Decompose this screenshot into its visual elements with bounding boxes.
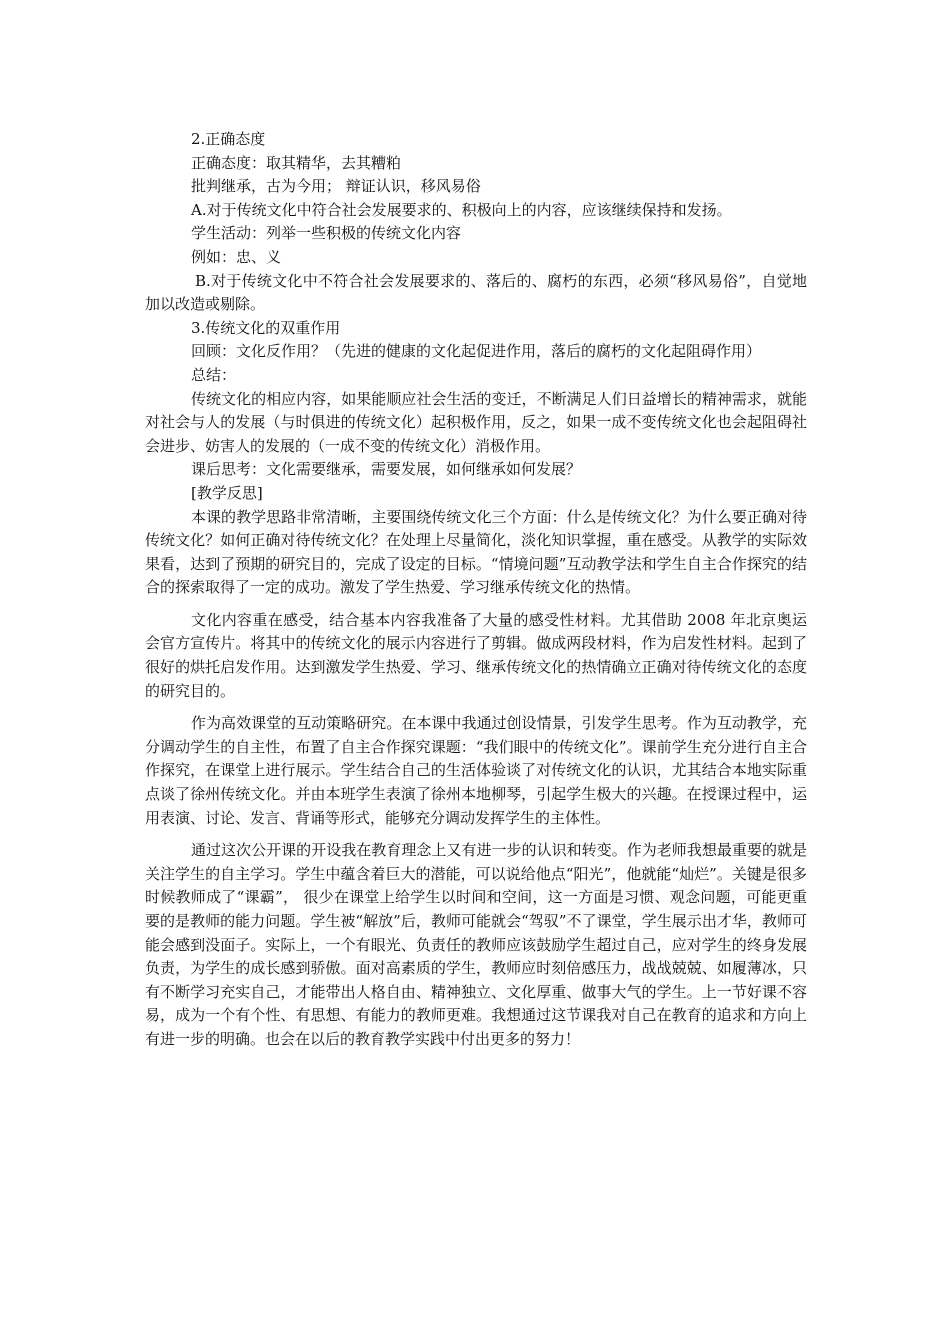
reflection-paragraph: 通过这次公开课的开设我在教育理念上又有进一步的认识和转变。作为老师我想最重要的就是关注学生的自主学习。学生中蕴含着巨大的潜能，可以说给他点“阳光”，他就能“灿烂”。关键是很多时候教师成了“课霸”， 很少在课堂上给学生以时间和空间，这一方面是习惯、观念问题，可能更重要的是教师的能力问题。学生被“解放”后，教师可能就会“驾驭”不了课堂，学生展示出才华，教师可能会感到没面子。实际上，一个有眼光、负责任的教师应该鼓励学生超过自己，应对学生的终身发展负责，为学生的成长感到骄傲。面对高素质的学生，教师应时刻倍感压力，战战兢兢、如履薄冰，只有不断学习充实自己，才能带出人格自由、精神独立、文化厚重、做事大气的学生。上一节好课不容易，成为一个有个性、有思想、有能力的教师更难。我想通过这节课我对自己在教育的追求和方向上有进一步的明确。也会在以后的教育教学实践中付出更多的努力！ [145,841,807,1048]
point-b: B.对于传统文化中不符合社会发展要求的、落后的、腐朽的东西，必须“移风易俗”，自觉地加以改造或剔除。 [145,271,807,314]
homework-question: 课后思考：文化需要继承，需要发展，如何继承如何发展？ [191,460,582,479]
review-paragraph: 回顾：文化反作用？（先进的健康的文化起促进作用，落后的腐朽的文化起阻碍作用） [191,342,762,361]
reflection-heading: [教学反思] [191,483,263,502]
section2-heading: 2.正确态度 [191,130,266,148]
reflection-paragraph: 文化内容重在感受，结合基本内容我准备了大量的感受性材料。尤其借助 2008 年北京奥运会官方宣传片。将其中的传统文化的展示内容进行了剪辑。做成两段材料，作为启发性材料。起到了很好的烘托启发作用。达到激发学生热爱、学习、继承传统文化的热情确立正确对待传统文化的态度的研究目的。 [145,610,807,700]
point-a: A.对于传统文化中符合社会发展要求的、积极向上的内容，应该继续保持和发扬。 [191,200,732,219]
reflection-paragraph: 作为高效课堂的互动策略研究。在本课中我通过创设情景，引发学生思考。作为互动教学，充分调动学生的自主性，布置了自主合作探究课题：“我们眼中的传统文化”。课前学生充分进行自主合作探究，在课堂上进行展示。学生结合自己的生活体验谈了对传统文化的认识，尤其结合本地实际重点谈了徐州传统文化。并由本班学生表演了徐州本地柳琴，引起学生极大的兴趣。在授课过程中，运用表演、讨论、发言、背诵等形式，能够充分调动发挥学生的主体性。 [145,714,807,827]
student-activity: 学生活动：列举一些积极的传统文化内容 [191,224,462,243]
section3-heading: 3.传统文化的双重作用 [191,318,341,337]
summary-paragraph: 传统文化的相应内容，如果能顺应社会生活的变迁，不断满足人们日益增长的精神需求，就能对社会与人的发展（与时俱进的传统文化）起积极作用，反之，如果一成不变传统文化也会起阻碍社会进步、妨害人的发展的（一成不变的传统文化）消极作用。 [145,389,807,455]
reflection-paragraph: 本课的教学思路非常清晰，主要围绕传统文化三个方面：什么是传统文化？为什么要正确对待传统文化？如何正确对待传统文化？在处理上尽量简化，淡化知识掌握，重在感受。从教学的实际效果看，达到了预期的研究目的，完成了设定的目标。“情境问题”互动教学法和学生自主合作探究的结合的探索取得了一定的成功。激发了学生热爱、学习继承传统文化的热情。 [145,507,807,597]
document-page [145,128,807,1052]
summary-label: 总结： [191,365,237,384]
correct-attitude: 正确态度：取其精华，去其糟粕 [191,153,402,172]
example-line: 例如：忠、义 [191,247,282,266]
principles-line: 批判继承，古为今用； 辩证认识，移风易俗 [191,177,481,196]
